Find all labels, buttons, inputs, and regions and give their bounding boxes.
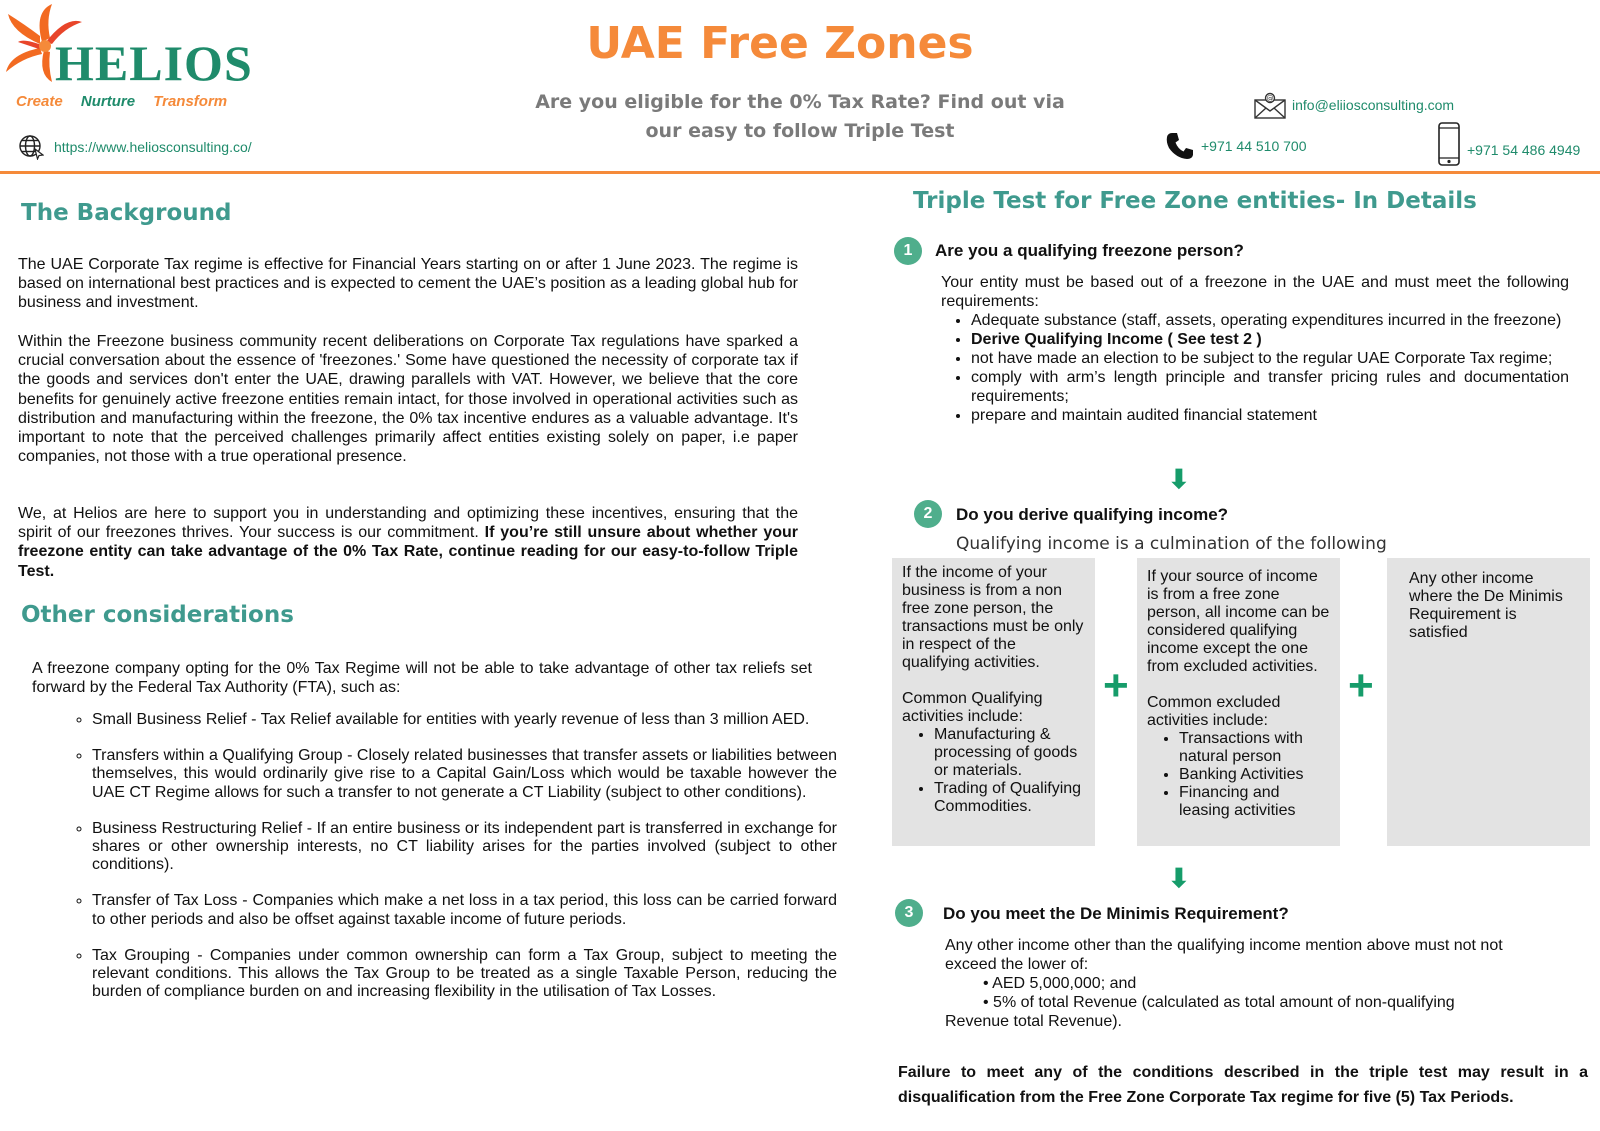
list-item: ◦ Small Business Relief - Tax Relief available for entities with yearly revenue of less than 3 million AED. — [92, 711, 837, 729]
list-item: ◦ Tax Grouping - Companies under common ownership can form a Tax Group, subject to meeting the relevant conditions. This allows the Tax Group to be treated as a single Taxable Person, reducing the burden of compliance burden on and increasing flexibility in the utilisation of Tax Losses. — [92, 947, 837, 1002]
test-2-subtitle: Qualifying income is a culmination of the following — [956, 534, 1387, 554]
tax-reliefs-list — [70, 711, 837, 1019]
envelope-icon — [1253, 92, 1287, 120]
phone-number[interactable]: +971 44 510 700 — [1201, 138, 1307, 154]
test-3-tail: Revenue total Revenue). — [945, 1013, 1122, 1030]
list-item: • comply with arm’s length principle and transfer pricing rules and documentation requirements; — [971, 368, 1569, 406]
header-divider — [0, 171, 1600, 174]
background-heading: The Background — [21, 200, 232, 226]
list-item: ◦ Transfers within a Qualifying Group - Closely related businesses that transfer assets or liabilities between themselves, this would ordinarily give rise to a Capital Gain/Loss which would be taxable however the UAE CT Regime allows for such a transfer to not generate a CT Liability (subject to other conditions). — [92, 747, 837, 802]
page-title: UAE Free Zones — [586, 18, 974, 69]
arrow-down-icon: ⬇ — [1168, 863, 1190, 893]
globe-icon — [18, 134, 44, 160]
list-item: • Derive Qualifying Income ( See test 2 ) — [971, 330, 1569, 349]
phone-icon — [1165, 131, 1195, 161]
list-item: ◦ Business Restructuring Relief - If an entire business or its independent part is transferred in exchange for shares or other ownership interests, no CT liability arises for the parties involved (subject to other conditions). — [92, 820, 837, 875]
other-considerations-heading: Other considerations — [21, 602, 294, 628]
box-3-text: Any other income where the De Minimis Requirement is satisfied — [1409, 570, 1563, 641]
triple-test-heading: Triple Test for Free Zone entities- In Details — [913, 188, 1477, 214]
tagline-nurture: Nurture — [80, 93, 136, 110]
test-1-question: Are you a qualifying freezone person? — [935, 241, 1244, 260]
qualifying-activities-list — [902, 726, 1085, 816]
test-1-intro: Your entity must be based out of a freezone in the UAE and must meet the following requirements: — [941, 274, 1569, 310]
test-2-number-badge: 2 — [914, 500, 942, 528]
website-link[interactable]: https://www.heliosconsulting.co/ — [54, 139, 252, 155]
background-paragraph-3-text: We, at Helios are here to support you in understanding and optimizing these incentives, ensuring that the spirit of our freezones thrives. Your success is our commitment. — [18, 505, 798, 542]
income-box-non-free-zone — [892, 558, 1095, 846]
logo-wordmark: HELIOS — [55, 35, 253, 91]
test-3-item-1: • AED 5,000,000; and — [983, 975, 1137, 992]
test-2-question: Do you derive qualifying income? — [956, 505, 1229, 524]
plus-icon: + — [1103, 661, 1129, 710]
disqualification-warning: Failure to meet any of the conditions described in the triple test may result in a disqualification from the Free Zone Corporate Tax regime for five (5) Tax Periods. — [898, 1064, 1588, 1106]
box-2-list-title: Common excluded activities include: — [1147, 694, 1281, 729]
tagline-transform: Transform — [153, 93, 228, 110]
income-box-de-minimis — [1387, 558, 1590, 846]
plus-icon: + — [1348, 661, 1374, 710]
test-3-body — [945, 936, 1505, 1031]
mobile-phone-icon — [1437, 122, 1461, 166]
other-considerations-intro: A freezone company opting for the 0% Tax Regime will not be able to take advantage of other tax reliefs set forward by the Federal Tax Authority (FTA), such as: — [32, 660, 812, 697]
test-3-question: Do you meet the De Minimis Requirement? — [943, 904, 1289, 923]
arrow-down-icon: ⬇ — [1168, 464, 1190, 494]
list-item: ◦ Transfer of Tax Loss - Companies which make a net loss in a tax period, this loss can be carried forward to other periods and also be offset against taxable income of future periods. — [92, 892, 837, 928]
excluded-activities-list — [1147, 730, 1330, 820]
box-1-list-title: Common Qualifying activities include: — [902, 690, 1043, 725]
background-paragraph-1: The UAE Corporate Tax regime is effective for Financial Years starting on or after 1 June 2023. The regime is based on international best practices and is expected to cement the UAE’s position as a leading global hub for business and investment. — [18, 256, 798, 312]
svg-text:@: @ — [1266, 94, 1274, 103]
box-2-text: If your source of income is from a free zone person, all income can be considered qualifying income except the one from excluded activities. — [1147, 568, 1330, 675]
list-item: • Financing and leasing activities — [1179, 784, 1330, 820]
list-item: • Adequate substance (staff, assets, operating expenditures incurred in the freezone) — [971, 311, 1569, 330]
list-item: • prepare and maintain audited financial statement — [971, 406, 1569, 425]
box-1-text: If the income of your business is from a non free zone person, the transactions must be only in respect of the qualifying activities. — [902, 564, 1084, 671]
test-1-number-badge: 1 — [894, 237, 922, 265]
list-item: • not have made an election to be subject to the regular UAE Corporate Tax regime; — [971, 349, 1569, 368]
mobile-number[interactable]: +971 54 486 4949 — [1467, 142, 1581, 158]
test-1-body — [941, 273, 1569, 425]
list-item: • Banking Activities — [1179, 766, 1330, 784]
test-3-item-2: • 5% of total Revenue (calculated as total amount of non-qualifying — [983, 994, 1455, 1011]
income-box-free-zone — [1137, 558, 1340, 846]
tagline-create: Create — [16, 93, 63, 110]
email-link[interactable]: info@eliiosconsulting.com — [1292, 97, 1455, 113]
logo — [4, 2, 253, 92]
list-item: • Manufacturing & processing of goods or materials. — [934, 726, 1085, 780]
page-subtitle: Are you eligible for the 0% Tax Rate? Find out via our easy to follow Triple Test — [535, 91, 1065, 142]
test-3-intro: Any other income other than the qualifying income mention above must not not exceed the lower of: — [945, 937, 1503, 973]
list-item: • Trading of Qualifying Commodities. — [934, 780, 1085, 816]
tagline — [16, 93, 241, 110]
background-paragraph-3 — [18, 504, 798, 581]
test-1-requirements — [941, 311, 1569, 425]
list-item: • Transactions with natural person — [1179, 730, 1330, 766]
test-3-number-badge: 3 — [895, 899, 923, 927]
background-paragraph-2: Within the Freezone business community recent deliberations on Corporate Tax regulations have sparked a crucial conversation about the essence of 'freezones.' Some have questioned the necessity of corporate tax if the goods and services don't enter the UAE, drawing parallels with VAT. However, we believe that the core benefits for genuinely active freezone entities remain intact, for those involved in operational activities such as distribution and manufacturing within the freezone, the 0% tax incentive endures as a valuable advantage. It's important to note that the perceived challenges primarily affect entities existing solely on paper, i.e paper companies, not those with a true operational presence. — [18, 333, 798, 466]
background-paragraph-3-emphasis: If you’re still unsure about whether your freezone entity can take advantage of the 0% Tax Rate, continue reading for our easy-to-follow Triple Test. — [18, 524, 798, 580]
